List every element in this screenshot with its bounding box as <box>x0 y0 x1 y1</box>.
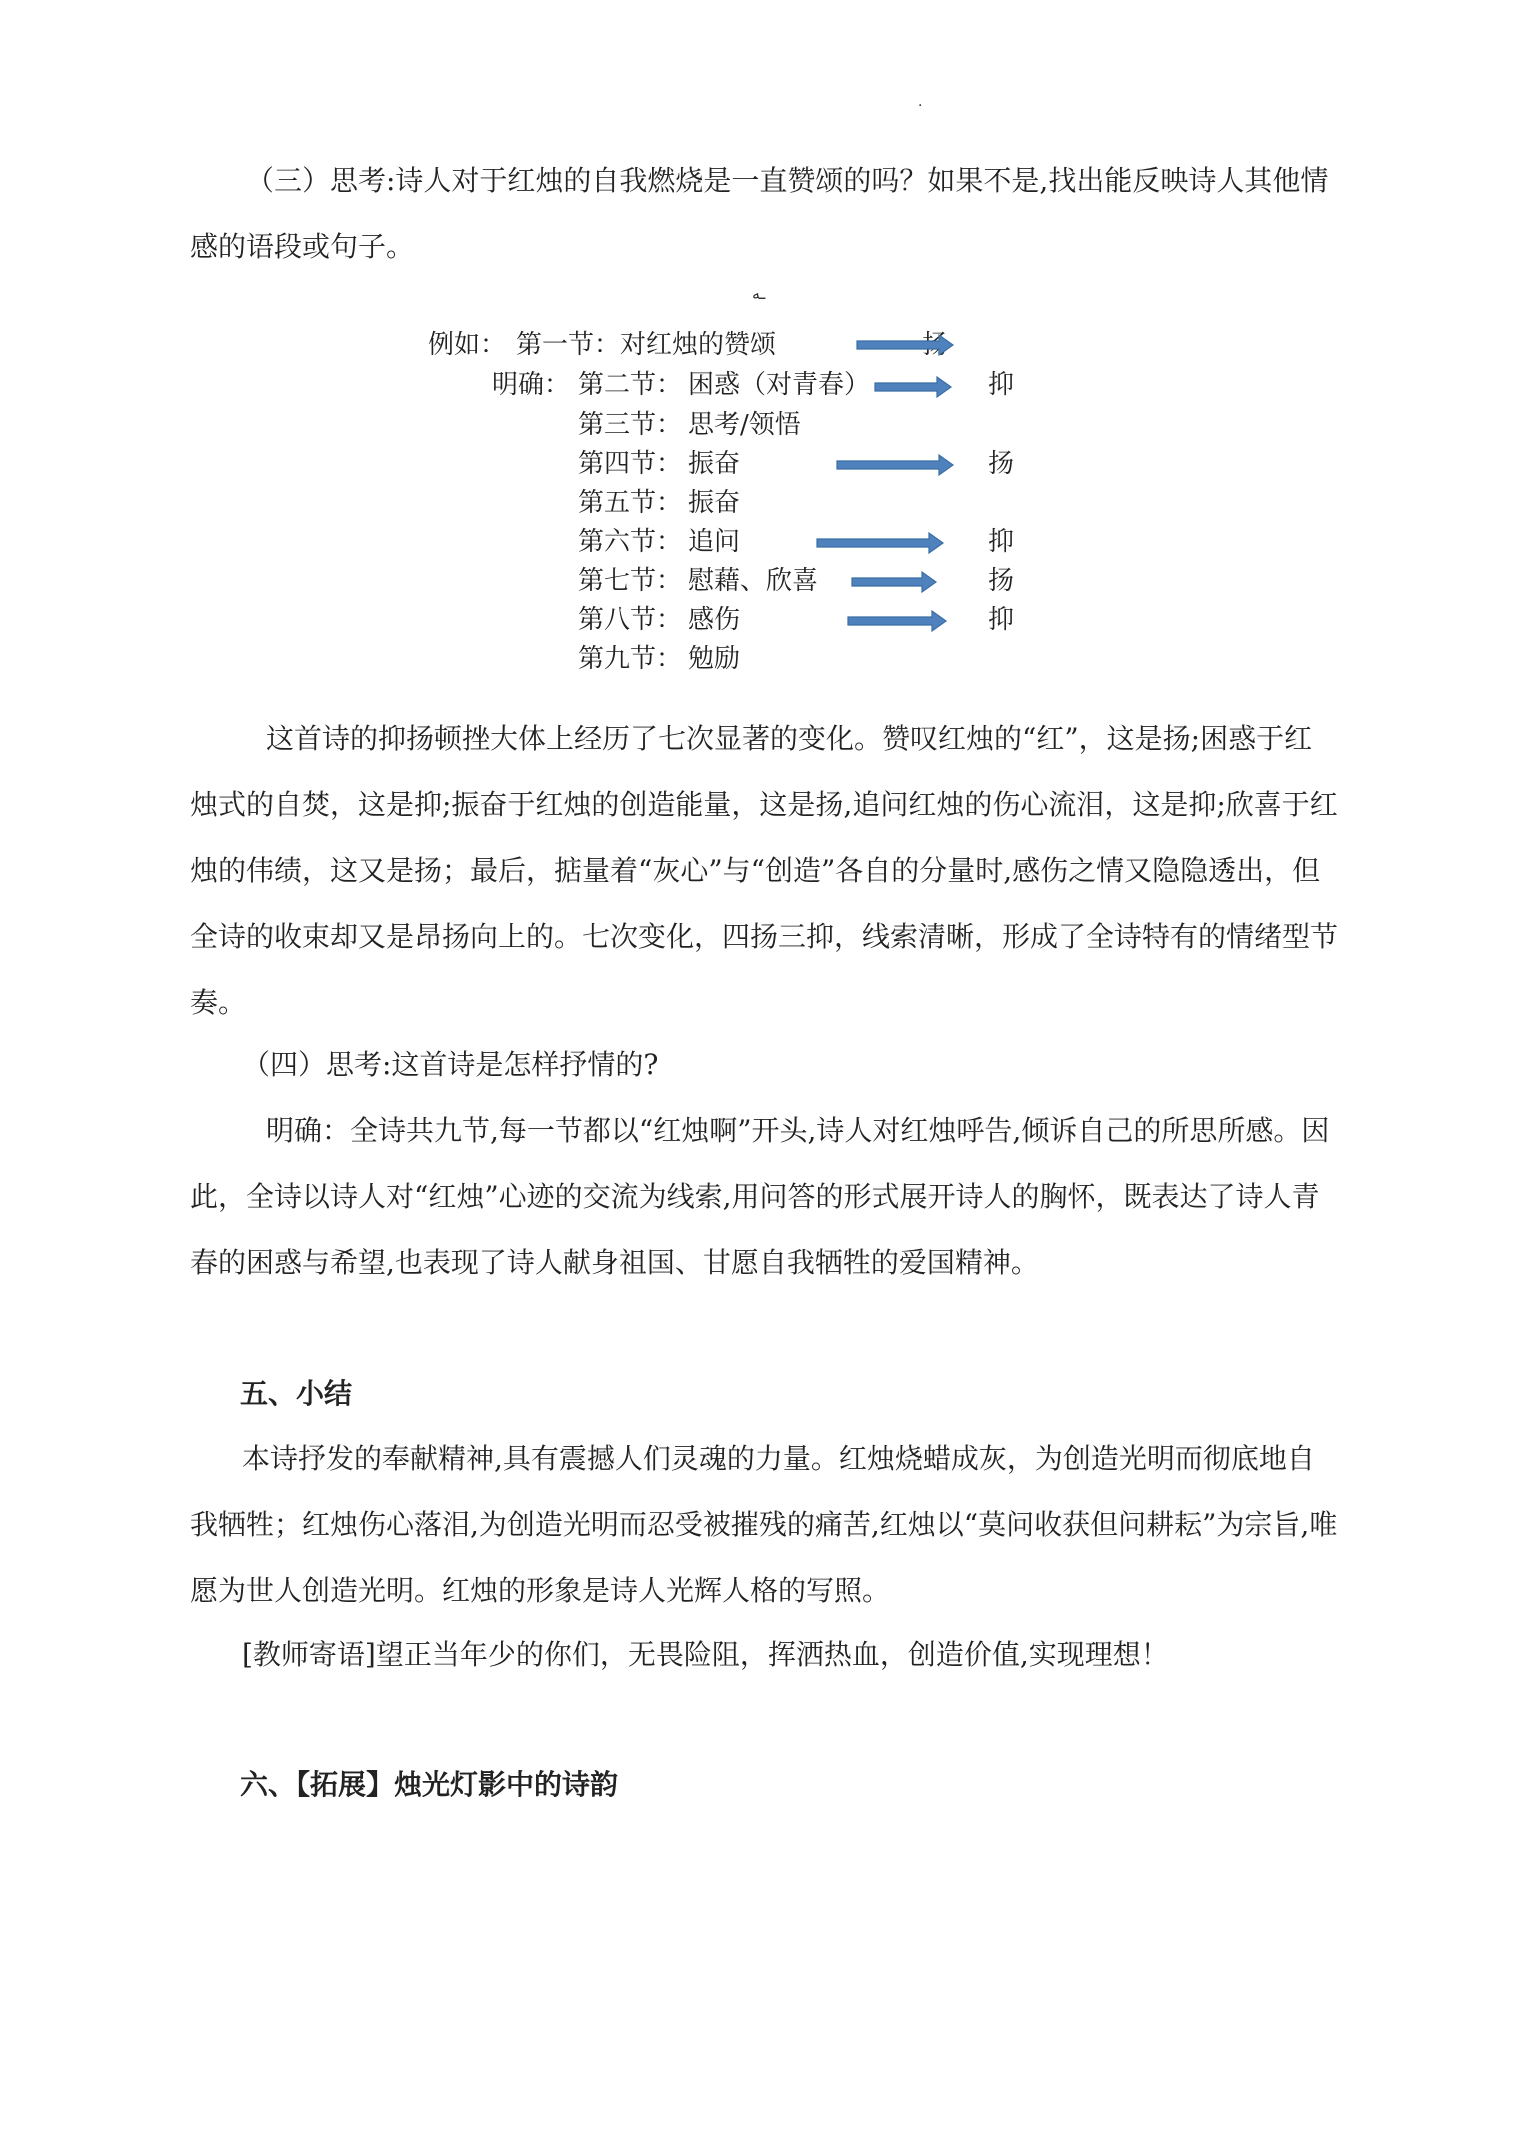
arrow-icon <box>855 333 955 357</box>
diagram-row-content: 振奋 <box>688 488 741 518</box>
arrow-shape <box>852 572 936 592</box>
clarify-label: 明确： <box>492 370 571 400</box>
diagram-row-content: 困惑（对青春） <box>688 370 871 400</box>
diagram-row-section: 第七节： <box>578 566 683 596</box>
diagram-row-section: 第九节： <box>578 644 683 674</box>
diagram-row-content: 勉励 <box>688 644 741 674</box>
arrow-shape <box>848 611 946 631</box>
diagram-row-content: 思考/领悟 <box>688 410 801 440</box>
diagram-row-section: 第五节： <box>578 488 683 518</box>
summary-heading: 五、小结 <box>240 1377 353 1410</box>
diagram-row-content: 慰藉、欣喜 <box>688 566 819 596</box>
diagram-row-mark: 抑 <box>988 605 1015 635</box>
arrow-icon <box>835 453 955 477</box>
arrow-icon <box>846 609 948 633</box>
diagram-row-content: 对红烛的赞颂 <box>620 330 777 360</box>
diagram-row-mark: 抑 <box>988 370 1015 400</box>
emotion-diagram <box>428 284 1070 690</box>
teacher-message: [教师寄语]望正当年少的你们，无畏险阻，挥洒热血，创造价值,实现理想！ <box>242 1638 1169 1671</box>
section3-question: （三）思考:诗人对于红烛的自我燃烧是一直赞颂的吗？如果不是,找出能反映诗人其他情感的语段或句子。 <box>190 164 1329 263</box>
analysis-paragraph: 这首诗的抑扬顿挫大体上经历了七次显著的变化。赞叹红烛的“红”，这是扬;困惑于红烛式的自焚，这是抑;振奋于红烛的创造能量，这是扬,追问红烛的伤心流泪，这是抑;欣喜于红烛的伟绩，这又是扬；最后，掂量着“灰心”与“创造”各自的分量时,感伤之情又隐隐透出，但全诗的收束却又是昂扬向上的。七次变化，四扬三抑，线索清晰，形成了全诗特有的情绪型节奏。 <box>190 722 1339 1019</box>
diagram-row-section: 第八节： <box>578 605 683 635</box>
diagram-row-section: 第六节： <box>578 527 683 557</box>
section4-question: （四）思考:这首诗是怎样抒情的? <box>242 1048 659 1081</box>
diagram-row-mark: 扬 <box>988 566 1015 596</box>
diagram-row-section: 第二节： <box>578 370 683 400</box>
arrow-icon <box>850 570 938 594</box>
section4-answer: 明确：全诗共九节,每一节都以“红烛啊”开头,诗人对红烛呼告,倾诉自己的所思所感。因此，全诗以诗人对“红烛”心迹的交流为线索,用问答的形式展开诗人的胸怀，既表达了诗人青春的困惑与希望,也表现了诗人献身祖国、甘愿自我牺牲的爱国精神。 <box>190 1114 1330 1279</box>
arrow-shape <box>875 377 951 397</box>
arrow-shape <box>857 335 953 355</box>
diagram-row-content: 振奋 <box>688 449 741 479</box>
diagram-row-mark: 扬 <box>988 449 1015 479</box>
example-label: 例如： <box>428 330 507 360</box>
arrow-icon <box>873 375 953 399</box>
summary-paragraph: 本诗抒发的奉献精神,具有震撼人们灵魂的力量。红烛烧蜡成灰，为创造光明而彻底地自我牺牲；红烛伤心落泪,为创造光明而忍受被摧残的痛苦,红烛以“莫问收获但问耕耘”为宗旨,唯愿为世人创造光明。红烛的形象是诗人光辉人格的写照。 <box>190 1442 1338 1607</box>
stray-mark: ـه <box>752 284 766 303</box>
diagram-row-section: 第一节： <box>516 330 621 360</box>
arrow-shape <box>817 533 943 553</box>
stray-dot: · <box>918 98 923 114</box>
arrow-icon <box>815 531 945 555</box>
extension-heading: 六、【拓展】烛光灯影中的诗韵 <box>240 1768 619 1801</box>
diagram-row-section: 第四节： <box>578 449 683 479</box>
diagram-row-mark: 抑 <box>988 527 1015 557</box>
arrow-shape <box>837 455 953 475</box>
diagram-row-content: 感伤 <box>688 605 741 635</box>
diagram-row-content: 追问 <box>688 527 741 557</box>
diagram-row-section: 第三节： <box>578 410 683 440</box>
